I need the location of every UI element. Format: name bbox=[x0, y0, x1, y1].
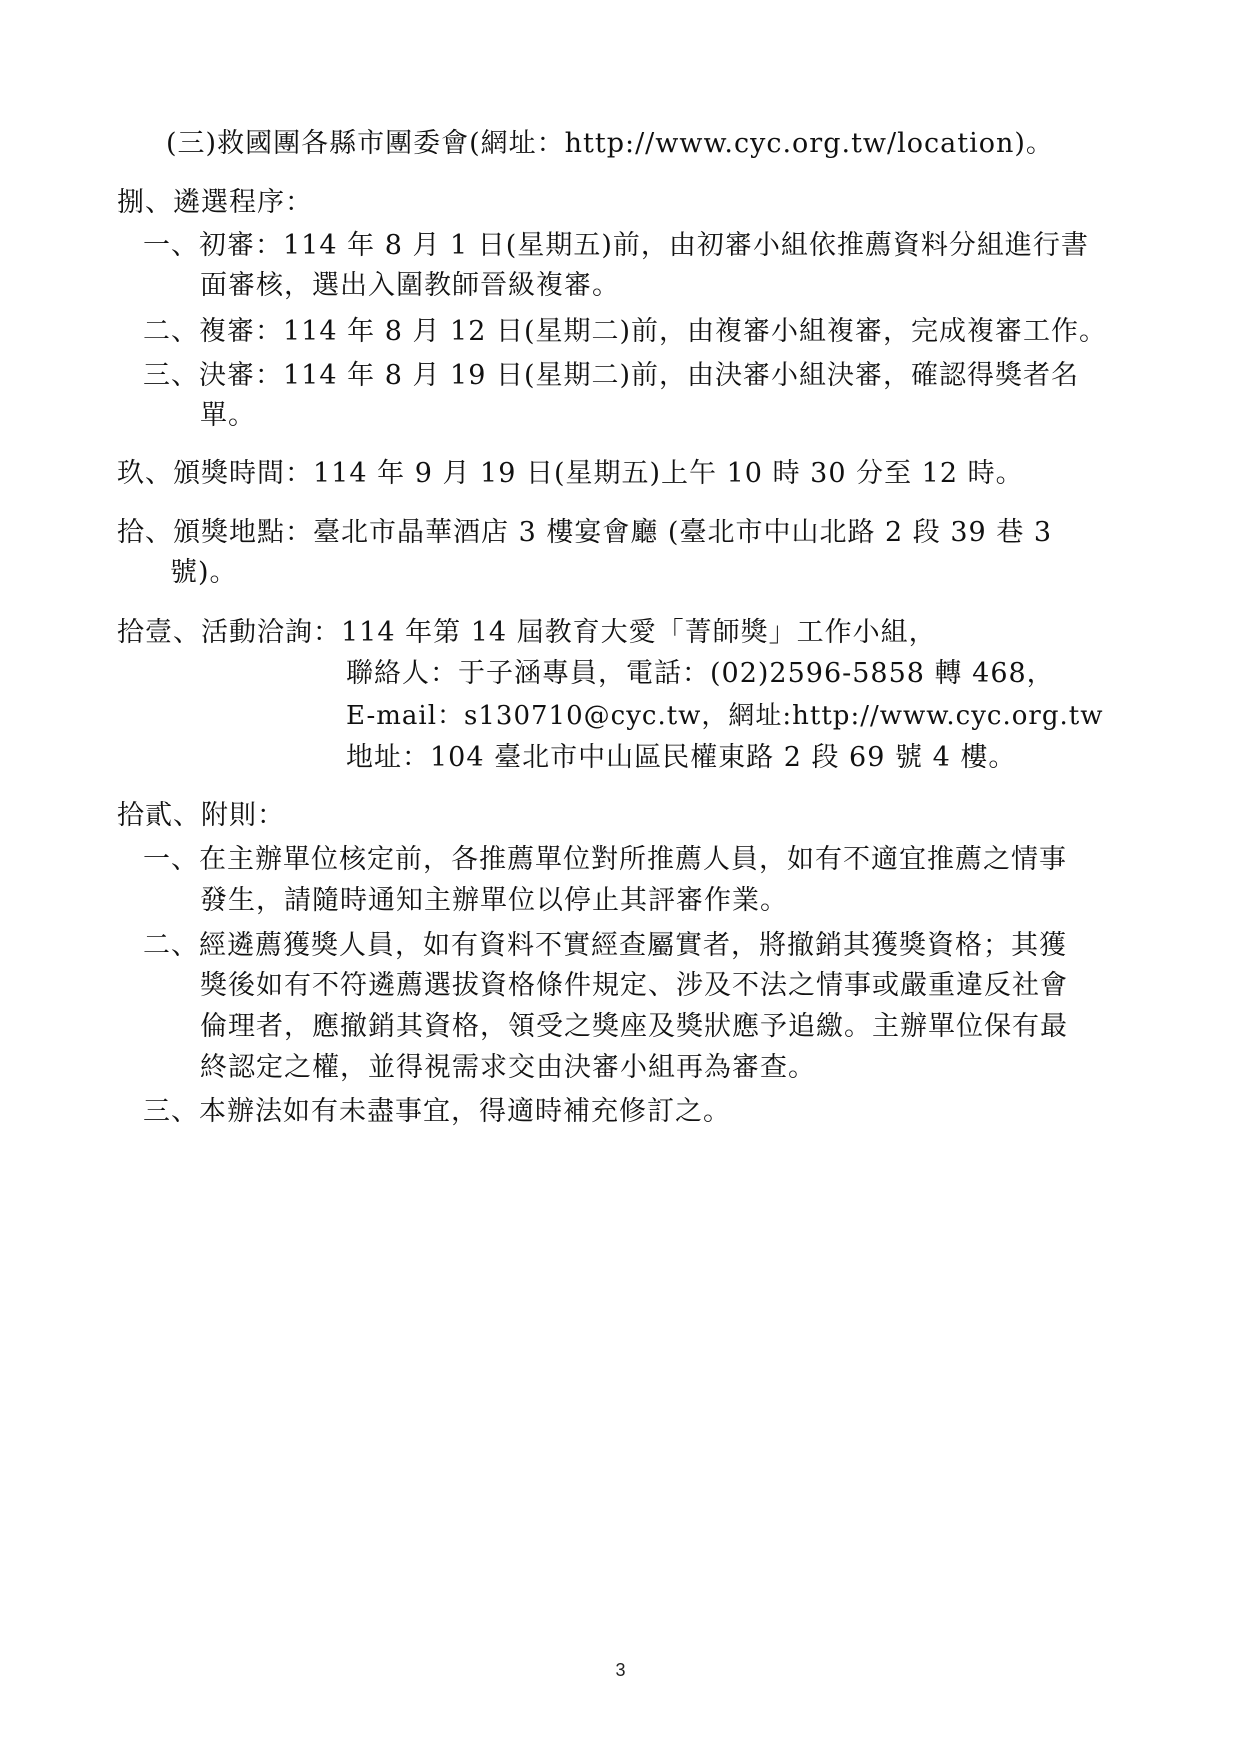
list-item: 一、初審：114 年 8 月 1 日(星期五)前，由初審小組依推薦資料分組進行書 bbox=[143, 230, 1089, 261]
list-item-continuation: 單。 bbox=[200, 400, 256, 431]
website-item: (三)救國團各縣市團委會(網址：http://www.cyc.org.tw/location)。 bbox=[166, 128, 1054, 159]
section-heading-selection-procedure: 捌、遴選程序： bbox=[117, 187, 313, 218]
section-award-venue: 拾、頒獎地點：臺北市晶華酒店 3 樓宴會廳 (臺北市中山北路 2 段 39 巷 3 bbox=[117, 517, 1053, 548]
section-heading-supplementary: 拾貳、附則： bbox=[117, 800, 285, 831]
list-item: 一、在主辦單位核定前，各推薦單位對所推薦人員，如有不適宜推薦之情事 bbox=[143, 844, 1067, 875]
contact-person: 聯絡人：于子涵專員，電話：(02)2596-5858 轉 468， bbox=[346, 658, 1055, 689]
page-number: 3 bbox=[615, 1660, 626, 1680]
list-item-continuation: 發生，請隨時通知主辦單位以停止其評審作業。 bbox=[200, 885, 788, 916]
section-award-venue-continuation: 號)。 bbox=[170, 557, 238, 588]
section-award-time: 玖、頒獎時間：114 年 9 月 19 日(星期五)上午 10 時 30 分至 12 時。 bbox=[117, 458, 1024, 489]
contact-address: 地址：104 臺北市中山區民權東路 2 段 69 號 4 樓。 bbox=[346, 742, 1017, 773]
list-item-continuation: 倫理者，應撤銷其資格，領受之獎座及獎狀應予追繳。主辦單位保有最 bbox=[200, 1011, 1068, 1042]
list-item: 三、本辦法如有未盡事宜，得適時補充修訂之。 bbox=[143, 1096, 731, 1127]
list-item: 二、經遴薦獲獎人員，如有資料不實經查屬實者，將撤銷其獲獎資格；其獲 bbox=[143, 930, 1067, 961]
list-item-continuation: 獎後如有不符遴薦選拔資格條件規定、涉及不法之情事或嚴重違反社會 bbox=[200, 970, 1068, 1001]
list-item-continuation: 面審核，選出入圍教師晉級複審。 bbox=[200, 270, 620, 301]
contact-email: E-mail：s130710@cyc.tw，網址:http://www.cyc.org.tw bbox=[346, 701, 1104, 731]
list-item: 三、決審：114 年 8 月 19 日(星期二)前，由決審小組決審，確認得獎者名 bbox=[143, 360, 1080, 391]
list-item: 二、複審：114 年 8 月 12 日(星期二)前，由複審小組複審，完成複審工作。 bbox=[143, 316, 1108, 347]
list-item-continuation: 終認定之權，並得視需求交由決審小組再為審查。 bbox=[200, 1052, 816, 1083]
section-contact: 拾壹、活動洽詢：114 年第 14 屆教育大愛「菁師獎」工作小組， bbox=[117, 617, 937, 648]
